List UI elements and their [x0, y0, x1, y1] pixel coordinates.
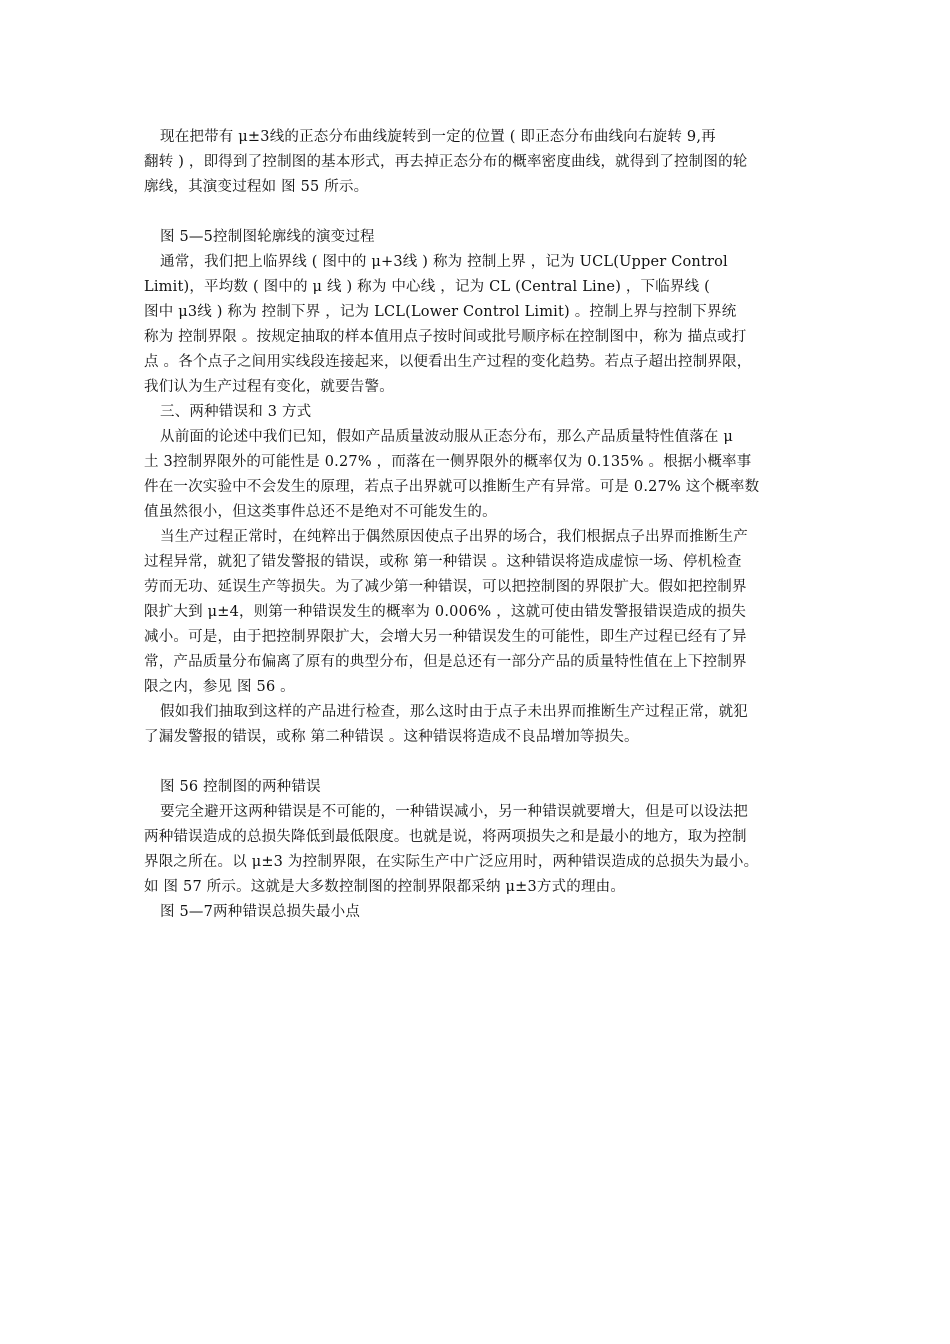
text-line: 要完全避开这两种错误是不可能的，一种错误减小，另一种错误就要增大，但是可以设法把: [160, 804, 748, 820]
text-line: 两种错误造成的总损失降低到最低限度。也就是说，将两项损失之和是最小的地方，取为控制: [144, 829, 747, 845]
text-line: 称为 控制界限 。按规定抽取的样本值用点子按时间或批号顺序标在控制图中，称为 描点或打: [144, 329, 747, 345]
figure-caption: 图 5—7两种错误总损失最小点: [160, 904, 361, 920]
text-line: 假如我们抽取到这样的产品进行检查，那么这时由于点子未出界而推断生产过程正常，就犯: [160, 704, 748, 720]
text-line: 图中 μ3线 ) 称为 控制下界 ，记为 LCL(Lower Control Limit) 。控制上界与控制下界统: [144, 304, 737, 320]
text-line: 廓线，其演变过程如 图 55 所示。: [144, 179, 369, 195]
text-line: 现在把带有 μ±3线的正态分布曲线旋转到一定的位置 ( 即正态分布曲线向右旋转 9,再: [160, 129, 716, 145]
text-line: 如 图 57 所示。这就是大多数控制图的控制界限都采纳 μ±3方式的理由。: [144, 879, 626, 895]
text-line: 件在一次实验中不会发生的原理，若点子出界就可以推断生产有异常。可是 0.27% 这个概率数: [144, 479, 760, 495]
text-line: 过程异常，就犯了错发警报的错误，或称 第一种错误 。这种错误将造成虚惊一场、停机检查: [144, 554, 742, 570]
text-line: 了漏发警报的错误，或称 第二种错误 。这种错误将造成不良品增加等损失。: [144, 729, 639, 745]
text-line: 通常，我们把上临界线 ( 图中的 μ+3线 ) 称为 控制上界 ，记为 UCL(Upper Control: [160, 254, 728, 270]
text-line: 当生产过程正常时，在纯粹出于偶然原因使点子出界的场合，我们根据点子出界而推断生产: [160, 529, 748, 545]
text-line: 值虽然很小，但这类事件总还不是绝对不可能发生的。: [144, 504, 497, 520]
text-line: 土 3控制界限外的可能性是 0.27% ，而落在一侧界限外的概率仅为 0.135% 。根据小概率事: [144, 454, 752, 470]
figure-caption: 图 56 控制图的两种错误: [160, 779, 321, 795]
text-line: 翻转 ) ，即得到了控制图的基本形式，再去掉正态分布的概率密度曲线，就得到了控制图的轮: [144, 154, 748, 170]
section-heading: 三、两种错误和 3 方式: [160, 404, 312, 420]
text-line: 界限之所在。以 μ±3 为控制界限，在实际生产中广泛应用时，两种错误造成的总损失为最小。: [144, 854, 759, 870]
text-line: 我们认为生产过程有变化，就要告警。: [144, 379, 394, 395]
text-line: 劳而无功、延误生产等损失。为了减少第一种错误，可以把控制图的界限扩大。假如把控制界: [144, 579, 747, 595]
text-line: 常，产品质量分布偏离了原有的典型分布，但是总还有一部分产品的质量特性值在上下控制界: [144, 654, 747, 670]
text-line: 减小。可是，由于把控制界限扩大，会增大另一种错误发生的可能性，即生产过程已经有了异: [144, 629, 747, 645]
text-line: 点 。各个点子之间用实线段连接起来，以便看出生产过程的变化趋势。若点子超出控制界限，: [144, 354, 752, 370]
text-line: Limit)，平均数 ( 图中的 μ 线 ) 称为 中心线 ，记为 CL (Central Line) ，下临界线 (: [144, 279, 711, 295]
text-line: 限扩大到 μ±4，则第一种错误发生的概率为 0.006% ，这就可使由错发警报错误造成的损失: [144, 604, 747, 620]
figure-caption: 图 5—5控制图轮廓线的演变过程: [160, 229, 375, 245]
text-line: 从前面的论述中我们已知，假如产品质量波动服从正态分布，那么产品质量特性值落在 μ: [160, 429, 734, 445]
text-line: 限之内，参见 图 56 。: [144, 679, 295, 695]
